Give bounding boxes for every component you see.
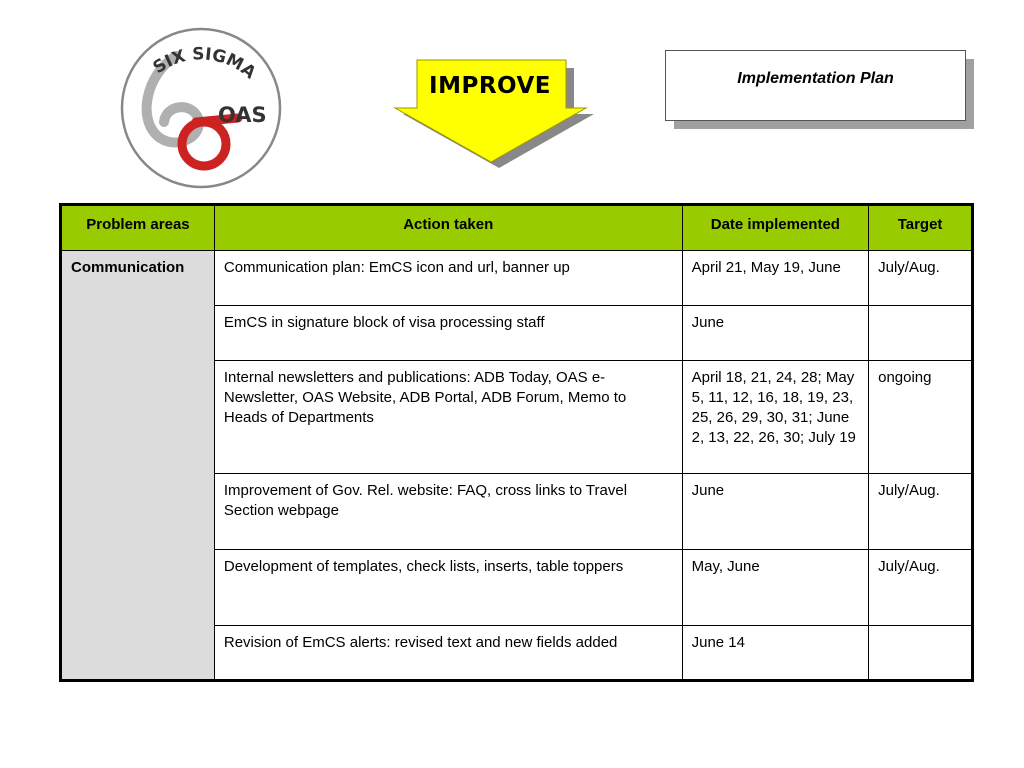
action-cell: Internal newsletters and publications: ADB Today, OAS e-Newsletter, OAS Website, ADB Portal, ADB Forum, Memo to Heads of Departments [214,361,682,474]
header-action-taken: Action taken [214,205,682,251]
date-cell: June 14 [682,626,869,681]
target-cell [869,306,973,361]
logo-text-six-sigma: SIX SIGMA [149,44,260,84]
improve-label: IMPROVE [429,73,551,99]
problem-area-cell: Communication [61,251,215,681]
table-row [61,251,973,306]
target-cell: July/Aug. [869,550,973,626]
target-cell: July/Aug. [869,474,973,550]
action-cell: Communication plan: EmCS icon and url, banner up [214,251,682,306]
date-cell: May, June [682,550,869,626]
table-header-row [61,205,973,251]
logo-text-oas: OAS [218,103,267,127]
action-cell: Development of templates, check lists, inserts, table toppers [214,550,682,626]
date-cell: June [682,306,869,361]
date-cell: June [682,474,869,550]
date-cell: April 18, 21, 24, 28; May 5, 11, 12, 16, 18, 19, 23, 25, 26, 29, 30, 31; June 2, 13, 22, 26, 30; July 19 [682,361,869,474]
six-sigma-oas-logo [118,26,284,192]
target-cell: ongoing [869,361,973,474]
action-cell: Improvement of Gov. Rel. website: FAQ, cross links to Travel Section webpage [214,474,682,550]
header-date-implemented: Date implemented [682,205,869,251]
action-cell: Revision of EmCS alerts: revised text and new fields added [214,626,682,681]
header-problem-areas: Problem areas [61,205,215,251]
header-target: Target [869,205,973,251]
target-cell [869,626,973,681]
action-cell: EmCS in signature block of visa processing staff [214,306,682,361]
date-cell: April 21, May 19, June [682,251,869,306]
implementation-table [59,203,974,682]
target-cell: July/Aug. [869,251,973,306]
page-title: Implementation Plan [737,70,894,87]
title-box [665,50,966,121]
